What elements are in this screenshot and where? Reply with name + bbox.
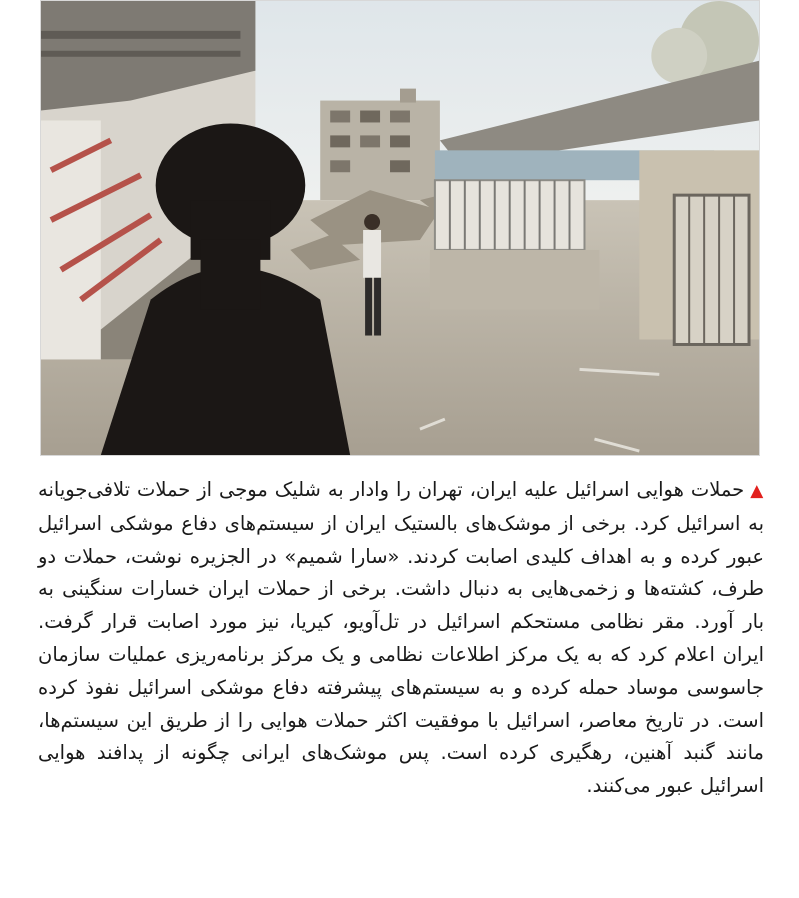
distant-person: [363, 214, 381, 335]
news-photo: [40, 0, 760, 456]
damaged-building-scene: [41, 1, 759, 455]
caption-text: حملات هوایی اسرائیل علیه ایران، تهران را وادار به شلیک موجی از حملات تلافی‌جویانه به اسرائیل کرد. برخی از موشک‌های بالستیک ایران از سیستم‌های دفاع موشکی اسرائیل عبور کرده و به اهداف کلیدی اصابت کردند. «سارا شمیم» در الجزیره نوشت، حملات دو طرف، کشته‌ها و زخمی‌هایی به دنبال داشت. برخی از حملات ایران خسارات سنگینی به بار آورد. مقر نظامی مستحکم اسرائیل در تل‌آویو، کیریا، نیز مورد اصابت قرار گرفت. ایران اعلام کرد که به یک مرکز اطلاعات نظامی و یک مرکز برنامه‌ریزی عملیات سازمان جاسوسی موساد حمله کرده و به سیستم‌های پیشرفته دفاع موشکی اسرائیل نفوذ کرده است. در تاریخ معاصر، اسرائیل با موفقیت اکثر حملات هوایی را از طریق این سیستم‌ها، مانند گنبد آهنین، رهگیری کرده است. پس موشک‌های ایرانی چگونه از پدافند هوایی اسرائیل عبور می‌کنند.: [38, 478, 764, 798]
triangle-marker-icon: ▲: [750, 481, 765, 501]
photo-caption: [38, 474, 764, 803]
ruined-building: [320, 89, 440, 201]
